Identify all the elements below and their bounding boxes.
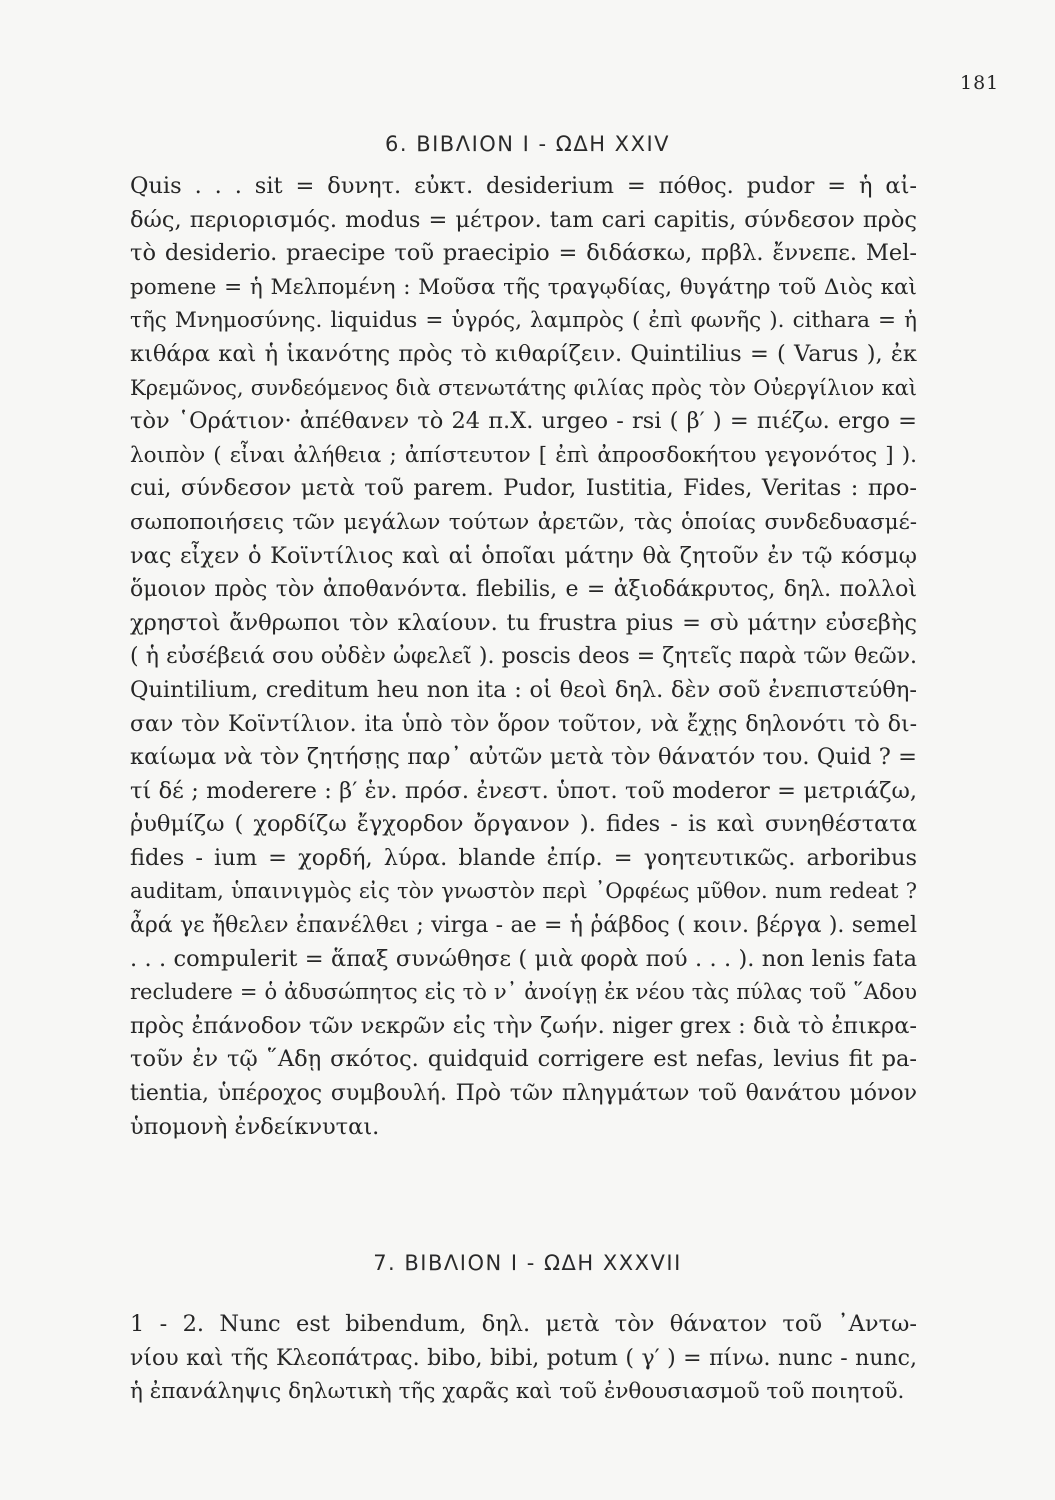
commentary-paragraph-ode-xxxvii	[130, 1308, 917, 1409]
text-line: tientia, ὑπέροχος συμβουλή. Πρὸ τῶν πληγμάτων τοῦ θανάτου μόνον	[130, 1081, 917, 1107]
commentary-paragraph-ode-xxiv	[130, 170, 917, 1144]
text-line: δώς, περιορισμός. modus = μέτρον. tam cari capitis, σύνδεσον πρὸς	[130, 206, 917, 233]
text-line: τῆς Μνημοσύνης. liquidus = ὑγρός, λαμπρὸς ( ἐπὶ φωνῆς ). cithara = ἡ	[130, 308, 917, 334]
text-line: ὑπομονὴ ἐνδείκνυται.	[130, 1113, 380, 1140]
text-line: auditam, ὑπαινιγμὸς εἰς τὸν γνωστὸν περὶ ᾽Ορφέως μῦθον. num redeat ?	[130, 879, 917, 904]
text-line: χρηστοὶ ἄνθρωποι τὸν κλαίουν. tu frustra pius = σὺ μάτην εὐσεβὴς	[130, 609, 917, 636]
text-line: κιθάρα καὶ ἡ ἱκανότης πρὸς τὸ κιθαρίζειν. Quintilius = ( Varus ), ἐκ	[130, 340, 917, 367]
text-line: ἡ ἐπανάληψις δηλωτικὴ τῆς χαρᾶς καὶ τοῦ ἐνθουσιασμοῦ τοῦ ποιητοῦ.	[130, 1379, 905, 1405]
text-line: recludere = ὁ ἀδυσώπητος εἰς τὸ ν᾽ ἀνοίγῃ ἐκ νέου τὰς πύλας τοῦ ῞Αδου	[130, 980, 917, 1005]
text-line: Κρεμῶνος, συνδεόμενος διὰ στενωτάτης φιλίας πρὸς τὸν Οὐεργίλιον καὶ	[130, 375, 917, 400]
text-line: καίωμα νὰ τὸν ζητήσῃς παρ᾽ αὐτῶν μετὰ τὸν θάνατόν του. Quid ? =	[130, 744, 917, 771]
text-line: σωποποιήσεις τῶν μεγάλων τούτων ἀρετῶν, τὰς ὁποίας συνδεδυασμέ-	[130, 509, 917, 535]
text-line: 1 - 2. Nunc est bibendum, δηλ. μετὰ τὸν θάνατον τοῦ ᾽Αντω-	[130, 1311, 917, 1337]
text-line: pomene = ἡ Μελπομένη : Μοῦσα τῆς τραγῳδίας, θυγάτηρ τοῦ Διὸς καὶ	[130, 274, 917, 300]
text-line: τί δέ ; moderere : β′ ἑν. πρόσ. ἐνεστ. ὑποτ. τοῦ moderor = μετριάζω,	[130, 777, 917, 804]
text-line: ὅμοιον πρὸς τὸν ἀποθανόντα. flebilis, e = ἀξιοδάκρυτος, δηλ. πολλοὶ	[130, 577, 917, 603]
text-line: . . . compulerit = ἅπαξ συνώθησε ( μιὰ φορὰ πού . . . ). non lenis fata	[130, 945, 917, 972]
page-number: 181	[960, 72, 1000, 94]
text-line: fides - ium = χορδή, λύρα. blande ἐπίρ. = γοητευτικῶς. arboribus	[130, 844, 917, 871]
text-line: νας εἶχεν ὁ Κοϊντίλιος καὶ αἱ ὁποῖαι μάτην θὰ ζητοῦν ἐν τῷ κόσμῳ	[130, 542, 917, 569]
section-heading-ode-xxxvii: 7. ΒΙΒΛΙΟΝ Ι - ΩΔΗ XXXVII	[373, 1251, 682, 1275]
text-line: λοιπὸν ( εἶναι ἀλήθεια ; ἀπίστευτον [ ἐπὶ ἀπροσδοκήτου γεγονότος ] ).	[130, 442, 917, 468]
text-line: σαν τὸν Κοϊντίλιον. ita ὑπὸ τὸν ὅρον τοῦτον, νὰ ἔχῃς δηλονότι τὸ δι-	[130, 711, 917, 737]
text-line: ῥυθμίζω ( χορδίζω ἔγχορδον ὄργανον ). fides - is καὶ συνηθέστατα	[130, 811, 917, 838]
section-heading-ode-xxiv: 6. ΒΙΒΛΙΟΝ Ι - ΩΔΗ XXIV	[384, 132, 671, 156]
text-line: πρὸς ἐπάνοδον τῶν νεκρῶν εἰς τὴν ζωήν. niger grex : διὰ τὸ ἐπικρα-	[130, 1012, 917, 1039]
text-line: τὸν ῾Οράτιον· ἀπέθανεν τὸ 24 π.Χ. urgeo - rsi ( β′ ) = πιέζω. ergo =	[130, 408, 917, 435]
text-line: ἆρά γε ἤθελεν ἐπανέλθει ; virga - ae = ἡ ῥάβδος ( κοιν. βέργα ). semel	[130, 913, 917, 939]
text-line: τὸ desiderio. praecipe τοῦ praecipio = διδάσκω, πρβλ. ἔννεπε. Mel-	[130, 240, 917, 267]
text-line: Quintilium, creditum heu non ita : οἱ θεοὶ δηλ. δὲν σοῦ ἐνεπιστεύθη-	[130, 676, 917, 703]
text-line: τοῦν ἐν τῷ ῞Αδῃ σκότος. quidquid corrigere est nefas, levius fit pa-	[130, 1046, 917, 1073]
text-line: νίου καὶ τῆς Κλεοπάτρας. bibo, bibi, potum ( γ′ ) = πίνω. nunc - nunc,	[130, 1345, 917, 1371]
text-line: Quis . . . sit = δυνητ. εὐκτ. desiderium = πόθος. pudor = ἡ αἰ-	[130, 173, 917, 199]
text-line: ( ἡ εὐσέβειά σου οὐδὲν ὠφελεῖ ). poscis deos = ζητεῖς παρὰ τῶν θεῶν.	[130, 644, 917, 670]
text-line: cui, σύνδεσον μετὰ τοῦ parem. Pudor, Iustitia, Fides, Veritas : προ-	[130, 475, 917, 502]
